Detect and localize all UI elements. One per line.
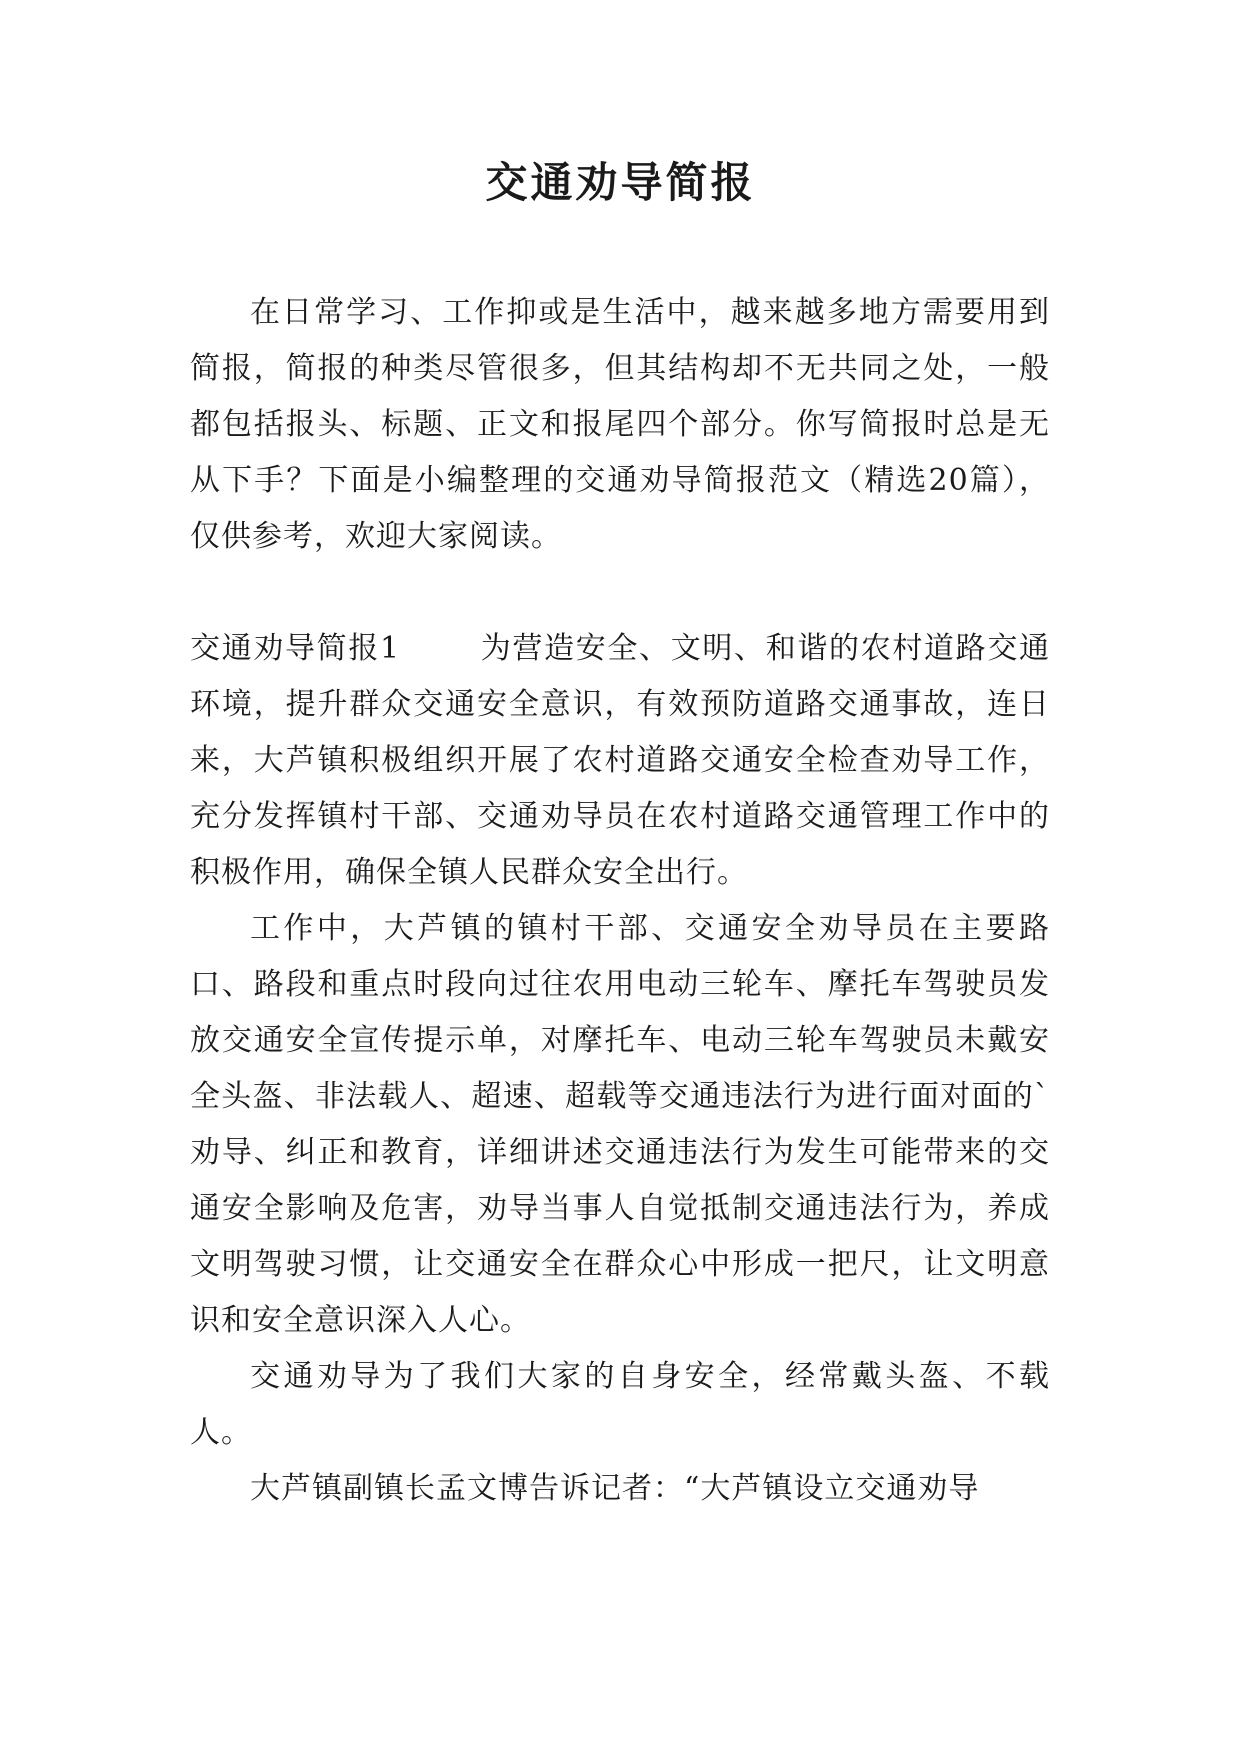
section-1-first-paragraph xyxy=(190,621,1050,901)
section-1-paragraph-2: 工作中，大芦镇的镇村干部、交通安全劝导员在主要路口、路段和重点时段向过往农用电动三轮车、摩托车驾驶员发放交通安全宣传提示单，对摩托车、电动三轮车驾驶员未戴安全头盔、非法载人、超速、超载等交通违法行为进行面对面的`劝导、纠正和教育，详细讲述交通违法行为发生可能带来的交通安全影响及危害，劝导当事人自觉抵制交通违法行为，养成文明驾驶习惯，让交通安全在群众心中形成一把尺，让文明意识和安全意识深入人心。 xyxy=(190,911,1050,1338)
section-1-heading: 交通劝导简报1 xyxy=(190,631,401,666)
paragraph-spacer xyxy=(190,565,1050,621)
section-1-paragraph-4: 大芦镇副镇长孟文博告诉记者：“大芦镇设立交通劝导 xyxy=(250,1471,980,1506)
intro-paragraph: 在日常学习、工作抑或是生活中，越来越多地方需要用到简报，简报的种类尽管很多，但其结构却不无共同之处，一般都包括报头、标题、正文和报尾四个部分。你写简报时总是无从下手？下面是小编整理的交通劝导简报范文（精选20篇），仅供参考，欢迎大家阅读。 xyxy=(190,295,1050,554)
document-body xyxy=(190,285,1050,1517)
document-title: 交通劝导简报 xyxy=(485,158,756,207)
section-1-paragraph-1: 为营造安全、文明、和谐的农村道路交通环境，提升群众交通安全意识，有效预防道路交通事故，连日来，大芦镇积极组织开展了农村道路交通安全检查劝导工作，充分发挥镇村干部、交通劝导员在农村道路交通管理工作中的积极作用，确保全镇人民群众安全出行。 xyxy=(190,631,1051,890)
section-1-paragraph-3: 交通劝导为了我们大家的自身安全，经常戴头盔、不载人。 xyxy=(190,1359,1050,1450)
